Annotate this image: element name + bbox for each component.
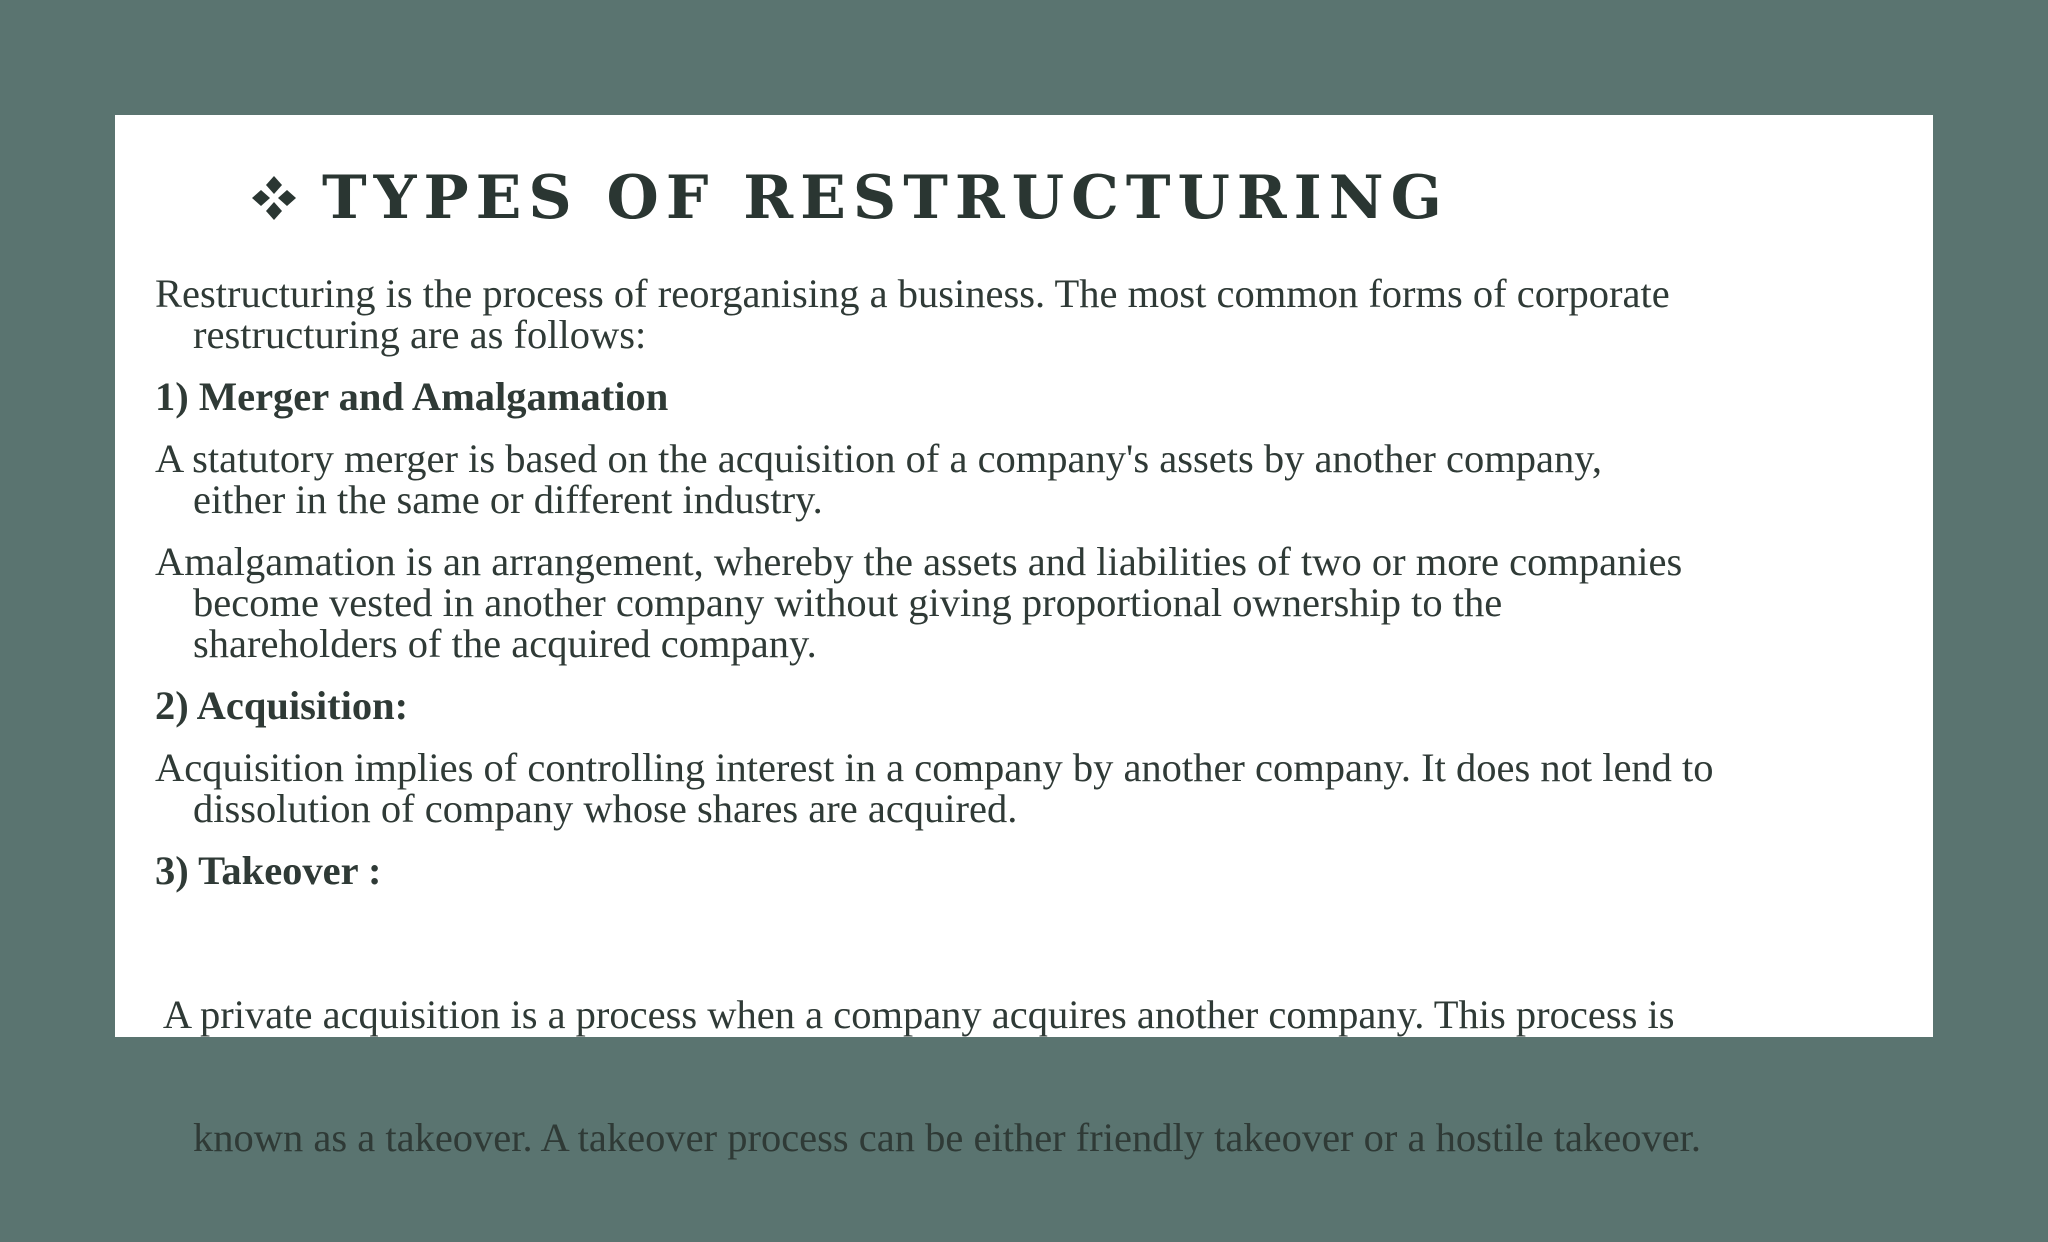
- text-line: Amalgamation is an arrangement, whereby the assets and liabilities of two or more companies: [155, 539, 1683, 584]
- text-line: shareholders of the acquired company.: [193, 621, 817, 666]
- slide: [115, 115, 1933, 1160]
- four-diamond-bullet-icon: [250, 174, 298, 222]
- slide-body: [155, 273, 1915, 1240]
- intro-paragraph: [155, 273, 1915, 355]
- text-line: A private acquisition is a process when a company acquires another company. This process is: [155, 992, 1675, 1037]
- text-line: become vested in another company without giving proportional ownership to the: [193, 580, 1503, 625]
- section-heading-acquisition: 2) Acquisition:: [155, 683, 409, 728]
- section-heading-merger: 1) Merger and Amalgamation: [155, 374, 669, 419]
- text-line: either in the same or different industry.: [193, 477, 823, 522]
- text-line: Acquisition implies of controlling interest in a company by another company. It does not lend to: [155, 745, 1714, 790]
- text-line: A statutory merger is based on the acquisition of a company's assets by another company,: [155, 436, 1602, 481]
- merger-paragraph: [155, 438, 1915, 520]
- title-row: [250, 153, 1449, 243]
- text-line: dissolution of company whose shares are acquired.: [193, 786, 1018, 831]
- slide-title: TYPES OF RESTRUCTURING: [322, 163, 1449, 233]
- takeover-paragraph: [155, 912, 1915, 1240]
- amalgamation-paragraph: [155, 541, 1915, 664]
- acquisition-paragraph: [155, 747, 1915, 829]
- text-line: known as a takeover. A takeover process can be either friendly takeover or a hostile takeover.: [193, 1115, 1702, 1160]
- text-line: Restructuring is the process of reorganising a business. The most common forms of corporate: [155, 271, 1670, 316]
- text-line: restructuring are as follows:: [193, 312, 647, 357]
- section-heading-takeover: 3) Takeover :: [155, 848, 382, 893]
